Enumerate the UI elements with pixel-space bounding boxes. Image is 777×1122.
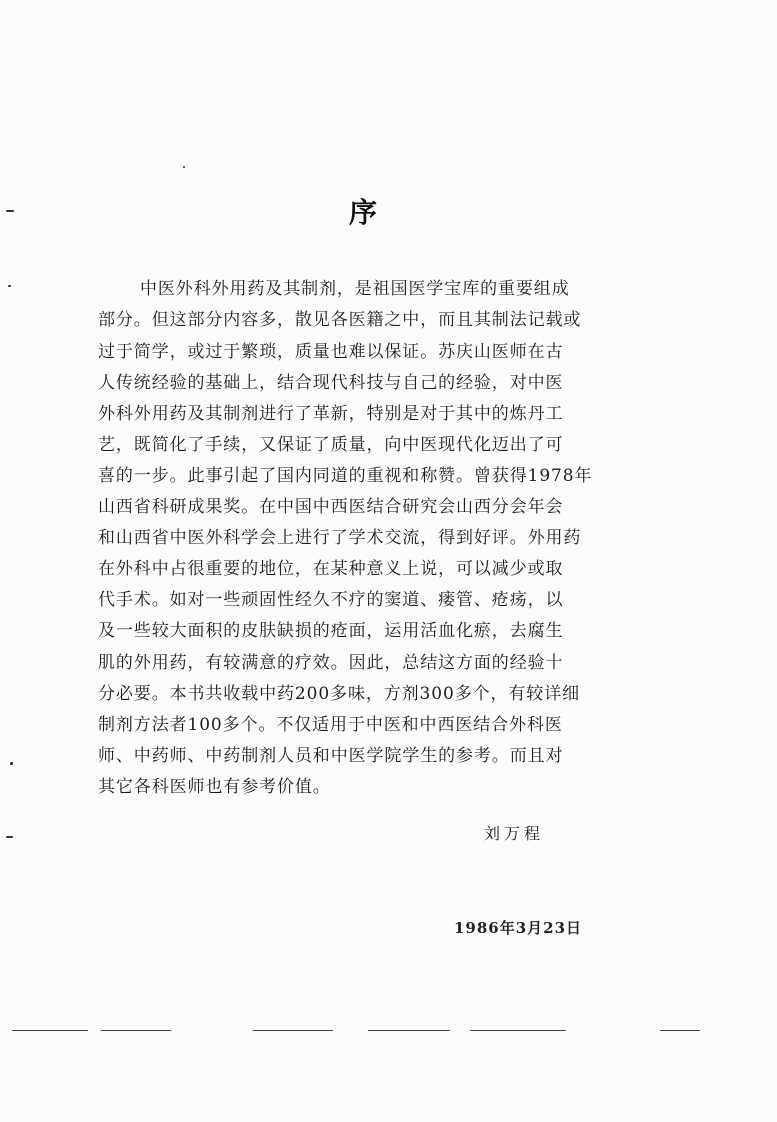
text-line: 及一些较大面积的皮肤缺损的疮面，运用活血化瘀，去腐生 <box>98 621 564 641</box>
text-line: 人传统经验的基础上，结合现代科技与自己的经验，对中医 <box>98 373 564 393</box>
scan-rule <box>660 1030 700 1031</box>
scan-speck <box>6 836 13 838</box>
text-line: 制剂方法者100多个。不仅适用于中医和中西医结合外科医 <box>98 715 563 735</box>
text-line: 肌的外用药，有较满意的疗效。因此，总结这方面的经验十 <box>98 653 564 673</box>
date-line: 1986年3月23日 <box>454 919 583 937</box>
scan-rule <box>101 1030 171 1031</box>
author-signature: 刘万程 <box>484 824 545 843</box>
text-line: 代手术。如对一些顽固性经久不疗的窦道、瘘管、疮疡，以 <box>98 590 564 610</box>
text-line: 分必要。本书共收载中药200多味，方剂300多个，有较详细 <box>98 684 580 704</box>
text-line: 山西省科研成果奖。在中国中西医结合研究会山西分会年会 <box>98 497 564 517</box>
text-line: 其它各科医师也有参考价值。 <box>98 777 331 797</box>
scan-speck <box>183 166 185 168</box>
text-line: 部分。但这部分内容多，散见各医籍之中，而且其制法记载或 <box>98 310 582 330</box>
text-line: 外科外用药及其制剂进行了革新，特别是对于其中的炼丹工 <box>98 404 564 424</box>
text-line: 艺，既简化了手续，又保证了质量，向中医现代化迈出了可 <box>98 435 564 455</box>
text-line: 师、中药师、中药制剂人员和中医学院学生的参考。而且对 <box>98 746 564 766</box>
text-line: 过于简学，或过于繁琐，质量也难以保证。苏庆山医师在古 <box>98 342 564 362</box>
text-line: 喜的一步。此事引起了国内同道的重视和称赞。曾获得1978年 <box>98 466 593 486</box>
scan-speck <box>10 762 13 765</box>
text-line: 在外科中占很重要的地位，在某种意义上说，可以减少或取 <box>98 559 564 579</box>
page-title: 序 <box>349 196 378 229</box>
text-line: 中医外科外用药及其制剂，是祖国医学宝库的重要组成 <box>140 279 570 299</box>
scan-speck <box>6 210 14 212</box>
scan-rule <box>470 1030 566 1031</box>
scan-rule <box>368 1030 450 1031</box>
scan-rule <box>12 1030 88 1031</box>
scan-rule <box>253 1030 333 1031</box>
text-line: 和山西省中医外科学会上进行了学术交流，得到好评。外用药 <box>98 528 582 548</box>
scan-speck <box>8 285 11 287</box>
